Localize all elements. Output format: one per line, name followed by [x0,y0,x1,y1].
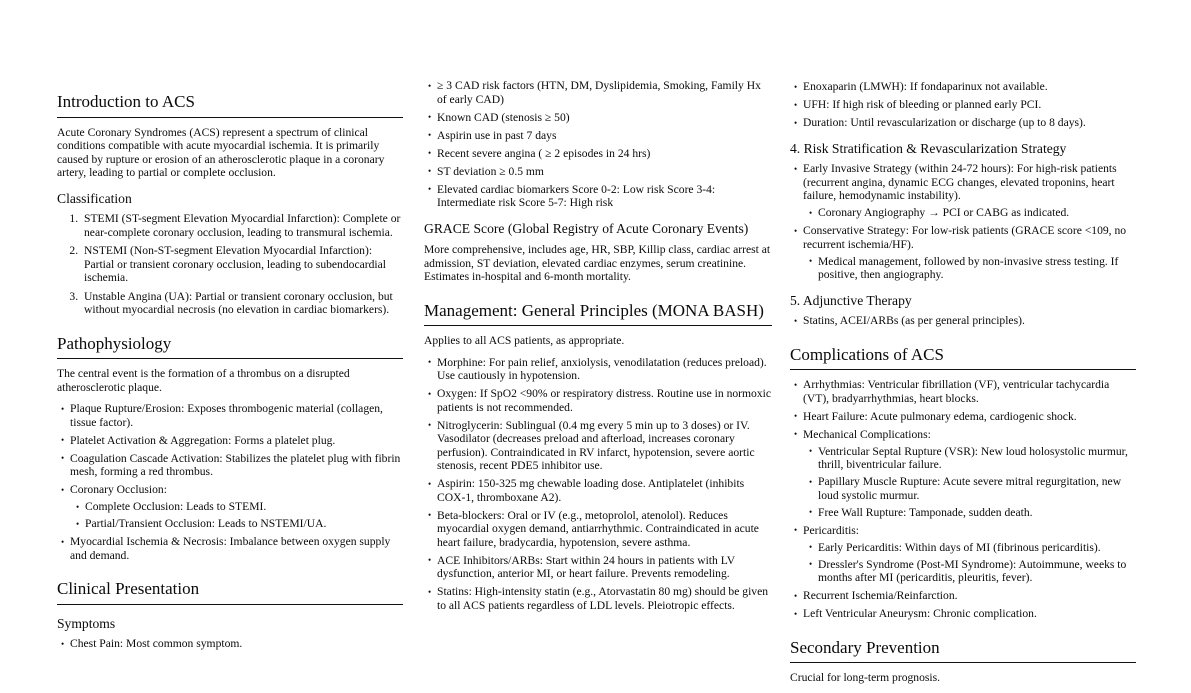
bullet-text: ACE Inhibitors/ARBs: Start within 24 hours in patients with LV dysfunction, anterior MI, or heart failure. Prevents remodeling. [437,553,735,581]
sub-bullet-list [803,206,1136,220]
numbered-item-text: NSTEMI (Non-ST-segment Elevation Myocardial Infarction): Partial or transient coronary occlusion, leading to subendocardial ischemia. [84,244,386,285]
classification-list [57,212,403,317]
pathophysiology-list [57,402,403,562]
bullet-item [437,509,772,550]
bullet-text: Beta-blockers: Oral or IV (e.g., metoprolol, atenolol). Reduces myocardial oxygen demand, antiarrhythmic. Contraindicated in acute heart failure, bradycardia, hypotension, severe asthma. [437,508,759,549]
document-column-middle [424,79,772,621]
bullet-text: Elevated cardiac biomarkers Score 0-2: Low risk Score 3-4: Intermediate risk Score 5-7: High risk [437,182,716,209]
heading-clinical-presentation: Clinical Presentation [57,579,403,605]
sub-bullet-list [803,541,1136,585]
bullet-text: UFH: If high risk of bleeding or planned early PCI. [803,98,1042,111]
bullet-item [437,419,772,473]
complications-list [790,378,1136,621]
bullet-text: Papillary Muscle Rupture: Acute severe mitral regurgitation, new loud systolic murmur. [818,475,1122,502]
bullet-text: Mechanical Complications: [803,427,931,441]
adjunctive-therapy-list [790,314,1136,328]
bullet-text: Partial/Transient Occlusion: Leads to NSTEMI/UA. [85,517,327,531]
document-column-left [57,92,403,660]
bullet-text: Ventricular Septal Rupture (VSR): New loud holosystolic murmur, thrill, biventricular failure. [818,444,1128,472]
bullet-item [70,535,403,562]
bullet-item [437,129,772,143]
bullet-text: Aspirin: 150-325 mg chewable loading dose. Antiplatelet (inhibits COX-1, thromboxane A2). [437,477,745,504]
bullet-item [70,402,403,429]
bullet-text: ≥ 3 CAD risk factors (HTN, DM, Dyslipidemia, Smoking, Family Hx of early CAD) [437,79,761,106]
bullet-item [437,165,772,179]
subheading-grace-score: GRACE Score (Global Registry of Acute Coronary Events) [424,220,749,236]
bullet-item [437,356,772,383]
anticoagulation-list [790,80,1136,130]
numbered-item-text: Unstable Angina (UA): Partial or transient coronary occlusion, but without myocardial necrosis (no elevation in cardiac biomarkers). [84,289,393,317]
para-acs-overview: Acute Coronary Syndromes (ACS) represent a spectrum of clinical conditions compatible with acute myocardial ischemia. It is primarily caused by rupture or erosion of an atherosclerotic plaque in a coronary artery, leading to partial or complete occlusion. [57,125,385,180]
para-applies-to-all: Applies to all ACS patients, as appropriate. [424,334,625,348]
subheading-risk-stratification: 4. Risk Stratification & Revascularization Strategy [790,140,1067,156]
numbered-item [81,290,403,317]
sub-bullet-list [803,255,1136,282]
bullet-text: Pericarditis: [803,523,860,537]
bullet-item [803,589,1136,603]
numbered-item-text: STEMI (ST-segment Elevation Myocardial Infarction): Complete or near-complete coronary occlusion, leading to transmural ischemia. [84,212,401,239]
heading-management-general-principles: Management: General Principles (MONA BASH) [424,301,772,327]
bullet-text: Nitroglycerin: Sublingual (0.4 mg every 5 min up to 3 doses) or IV. Vasodilator (decreases preload and afterload, increases coronary perfusion). Contraindicated in RV infarct, hypotension, severe aortic stenosis, recent PDE5 inhibitor use. [437,418,755,473]
bullet-text: Dressler's Syndrome (Post-MI Syndrome): Autoimmune, weeks to months after MI (pericarditis, pleuritis, fever). [818,557,1127,585]
sub-bullet-item [85,517,403,531]
bullet-text: Early Pericarditis: Within days of MI (fibrinous pericarditis). [818,540,1101,554]
bullet-text: Statins, ACEI/ARBs (as per general principles). [803,314,1025,328]
para-grace-score: More comprehensive, includes age, HR, SBP, Killip class, cardiac arrest at admission, ST deviation, elevated cardiac enzymes, serum creatinine. Estimates in-hospital and 6-month mortality. [424,243,771,284]
bullet-item [803,607,1136,621]
bullet-text: Medical management, followed by non-invasive stress testing. If positive, then angiography. [818,254,1119,282]
bullet-text: Known CAD (stenosis ≥ 50) [437,110,570,124]
bullet-text: Free Wall Rupture: Tamponade, sudden death. [818,505,1033,519]
bullet-item [437,585,772,612]
bullet-text: Platelet Activation & Aggregation: Forms a platelet plug. [70,433,336,447]
sub-bullet-item [818,541,1136,555]
heading-secondary-prevention: Secondary Prevention [790,638,1136,664]
subheading-adjunctive-therapy: 5. Adjunctive Therapy [790,292,912,308]
bullet-item [803,378,1136,405]
sub-bullet-list [70,500,403,531]
subheading-symptoms: Symptoms [57,615,116,631]
sub-bullet-item [818,475,1136,502]
numbered-item [81,212,403,239]
bullet-item [70,483,403,531]
bullet-text: Statins: High-intensity statin (e.g., Atorvastatin 80 mg) should be given to all ACS patients regardless of LDL levels. Pleiotropic effects. [437,585,769,612]
heading-complications-of-acs: Complications of ACS [790,345,1136,371]
bullet-text: Myocardial Ischemia & Necrosis: Imbalance between oxygen supply and demand. [70,535,391,562]
bullet-text: ST deviation ≥ 0.5 mm [437,164,544,178]
bullet-item [803,98,1136,112]
bullet-text: Coronary Occlusion: [70,483,167,497]
bullet-text: Enoxaparin (LMWH): If fondaparinux not available. [803,80,1048,93]
bullet-text: Arrhythmias: Ventricular fibrillation (VF), ventricular tachycardia (VT), bradyarrhythmias, heart blocks. [803,378,1110,405]
bullet-item [803,410,1136,424]
sub-bullet-item [818,255,1136,282]
bullet-item [437,111,772,125]
bullet-item [437,183,772,210]
bullet-item [437,387,772,414]
bullet-item [437,147,772,161]
bullet-item [70,637,403,651]
risk-factors-list [424,79,772,210]
bullet-item [803,428,1136,520]
revascularization-list [790,162,1136,282]
bullet-item [70,452,403,479]
bullet-text: Recurrent Ischemia/Reinfarction. [803,589,958,603]
bullet-text: Early Invasive Strategy (within 24-72 hours): For high-risk patients (recurrent angina, dynamic ECG changes, elevated troponins, heart failure, hemodynamic instability). [803,162,1117,203]
bullet-item [803,116,1136,130]
bullet-text: Morphine: For pain relief, anxiolysis, venodilatation (reduces preload). Use cautiously in hypotension. [437,355,767,383]
bullet-item [803,80,1136,94]
bullet-text: Aspirin use in past 7 days [437,128,557,142]
sub-bullet-item [818,206,1136,220]
document-column-right [790,80,1136,693]
sub-bullet-list [803,445,1136,520]
bullet-text: Oxygen: If SpO2 <90% or respiratory distress. Routine use in normoxic patients is not recommended. [437,387,772,414]
bullet-item [803,162,1136,220]
sub-bullet-item [85,500,403,514]
bullet-text: Coagulation Cascade Activation: Stabilizes the platelet plug with fibrin mesh, forming a red thrombus. [70,451,401,479]
bullet-text: Complete Occlusion: Leads to STEMI. [85,500,267,514]
bullet-text: Heart Failure: Acute pulmonary edema, cardiogenic shock. [803,409,1077,423]
bullet-item [803,224,1136,282]
mona-bash-list [424,356,772,613]
heading-pathophysiology: Pathophysiology [57,334,403,360]
bullet-item [437,554,772,581]
bullet-item [803,314,1136,328]
para-secondary-prevention: Crucial for long-term prognosis. [790,671,941,685]
bullet-item [70,434,403,448]
bullet-text: Conservative Strategy: For low-risk patients (GRACE score <109, no recurrent ischemia/HF). [803,224,1127,251]
bullet-text: Duration: Until revascularization or discharge (up to 8 days). [803,116,1086,129]
subheading-classification: Classification [57,190,132,206]
symptoms-list [57,637,403,651]
bullet-text: Left Ventricular Aneurysm: Chronic complication. [803,607,1037,621]
bullet-item [437,79,772,106]
bullet-text: Coronary Angiography → PCI or CABG as indicated. [818,206,1070,220]
bullet-text: Plaque Rupture/Erosion: Exposes thrombogenic material (collagen, tissue factor). [70,402,383,429]
bullet-item [437,477,772,504]
numbered-item [81,244,403,285]
bullet-text: Chest Pain: Most common symptom. [70,637,243,651]
bullet-item [803,524,1136,585]
heading-introduction-to-acs: Introduction to ACS [57,92,403,118]
sub-bullet-item [818,558,1136,585]
sub-bullet-item [818,445,1136,472]
para-pathophysiology: The central event is the formation of a thrombus on a disrupted atherosclerotic plaque. [57,367,350,394]
sub-bullet-item [818,506,1136,520]
bullet-text: Recent severe angina ( ≥ 2 episodes in 24 hrs) [437,146,651,160]
